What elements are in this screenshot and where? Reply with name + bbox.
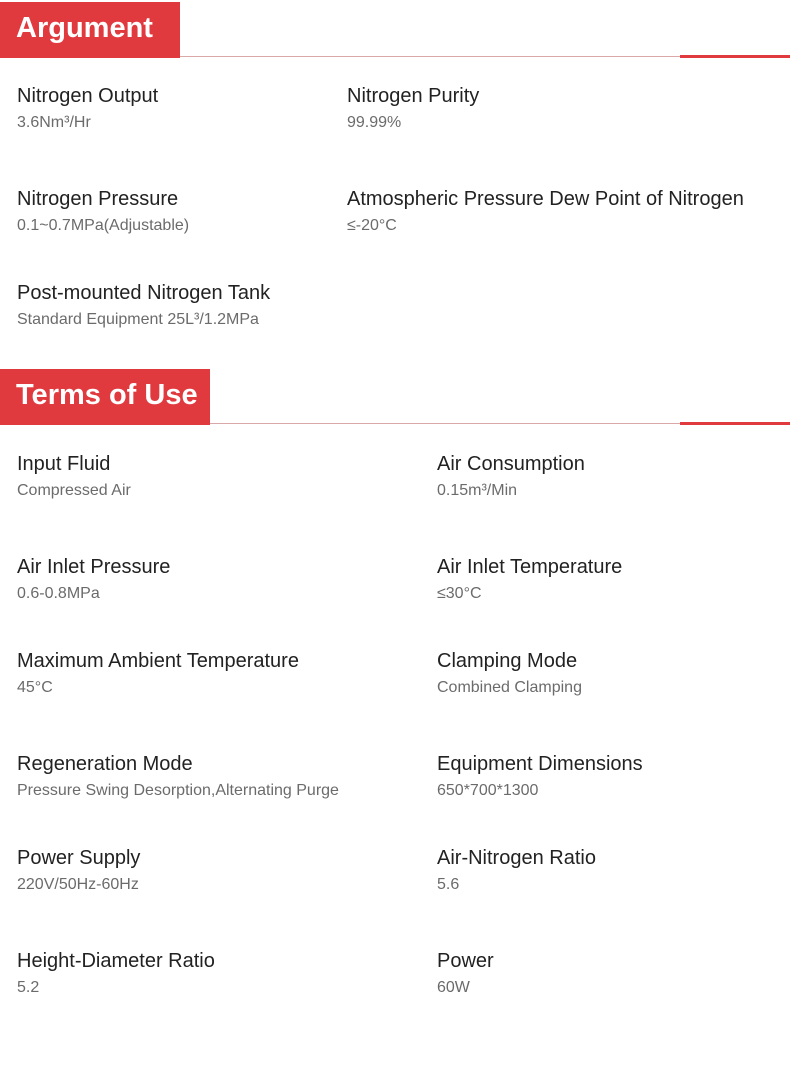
spec-value: 5.6 [437, 876, 460, 893]
spec-label: Air Inlet Temperature [437, 556, 623, 578]
terms-section-header [0, 369, 790, 425]
spec-power-supply [17, 846, 140, 895]
spec-value: 0.1~0.7MPa(Adjustable) [17, 217, 190, 234]
spec-nitrogen-purity [347, 84, 479, 133]
spec-label: Height-Diameter Ratio [17, 950, 215, 972]
spec-air-inlet-pressure [17, 555, 170, 604]
argument-section-header [0, 2, 790, 58]
spec-nitrogen-output [17, 84, 158, 133]
spec-label: Nitrogen Purity [347, 85, 480, 107]
spec-label: Nitrogen Output [17, 85, 159, 107]
spec-label: Equipment Dimensions [437, 753, 643, 775]
spec-value: ≤-20°C [347, 217, 397, 234]
spec-air-consumption [437, 452, 585, 501]
spec-value: 5.2 [17, 979, 40, 996]
spec-height-diameter-ratio [17, 949, 215, 998]
spec-label: Input Fluid [17, 453, 111, 475]
spec-nitrogen-tank [17, 281, 270, 330]
spec-value: Pressure Swing Desorption,Alternating Purge [17, 782, 339, 799]
spec-air-nitrogen-ratio [437, 846, 596, 895]
argument-title: Argument [0, 2, 180, 58]
spec-label: Air-Nitrogen Ratio [437, 847, 596, 869]
spec-label: Maximum Ambient Temperature [17, 650, 299, 672]
spec-value: 99.99% [347, 114, 402, 131]
spec-value: 220V/50Hz-60Hz [17, 876, 139, 893]
spec-label: Power [437, 950, 494, 972]
terms-divider-accent [680, 422, 790, 425]
spec-power [437, 949, 494, 998]
spec-label: Nitrogen Pressure [17, 188, 179, 210]
spec-label: Post-mounted Nitrogen Tank [17, 282, 271, 304]
spec-label: Atmospheric Pressure Dew Point of Nitrogen [347, 188, 744, 210]
spec-nitrogen-pressure [17, 187, 189, 236]
terms-title: Terms of Use [0, 369, 210, 425]
argument-divider-accent [680, 55, 790, 58]
spec-label: Air Inlet Pressure [17, 556, 171, 578]
spec-clamping-mode [437, 649, 582, 698]
spec-label: Clamping Mode [437, 650, 578, 672]
spec-value: 45°C [17, 679, 53, 696]
spec-max-ambient-temperature [17, 649, 299, 698]
spec-label: Regeneration Mode [17, 753, 193, 775]
spec-value: Compressed Air [17, 482, 131, 499]
spec-value: 3.6Nm³/Hr [17, 114, 91, 131]
spec-label: Air Consumption [437, 453, 585, 475]
spec-value: Standard Equipment 25L³/1.2MPa [17, 311, 259, 328]
spec-value: ≤30°C [437, 585, 482, 602]
spec-value: 0.6-0.8MPa [17, 585, 100, 602]
spec-value: 0.15m³/Min [437, 482, 518, 499]
spec-dew-point [347, 187, 744, 236]
spec-value: 650*700*1300 [437, 782, 539, 799]
spec-air-inlet-temperature [437, 555, 622, 604]
spec-value: Combined Clamping [437, 679, 582, 696]
spec-input-fluid [17, 452, 131, 501]
spec-regeneration-mode [17, 752, 339, 801]
spec-equipment-dimensions [437, 752, 643, 801]
spec-value: 60W [437, 979, 470, 996]
spec-label: Power Supply [17, 847, 141, 869]
